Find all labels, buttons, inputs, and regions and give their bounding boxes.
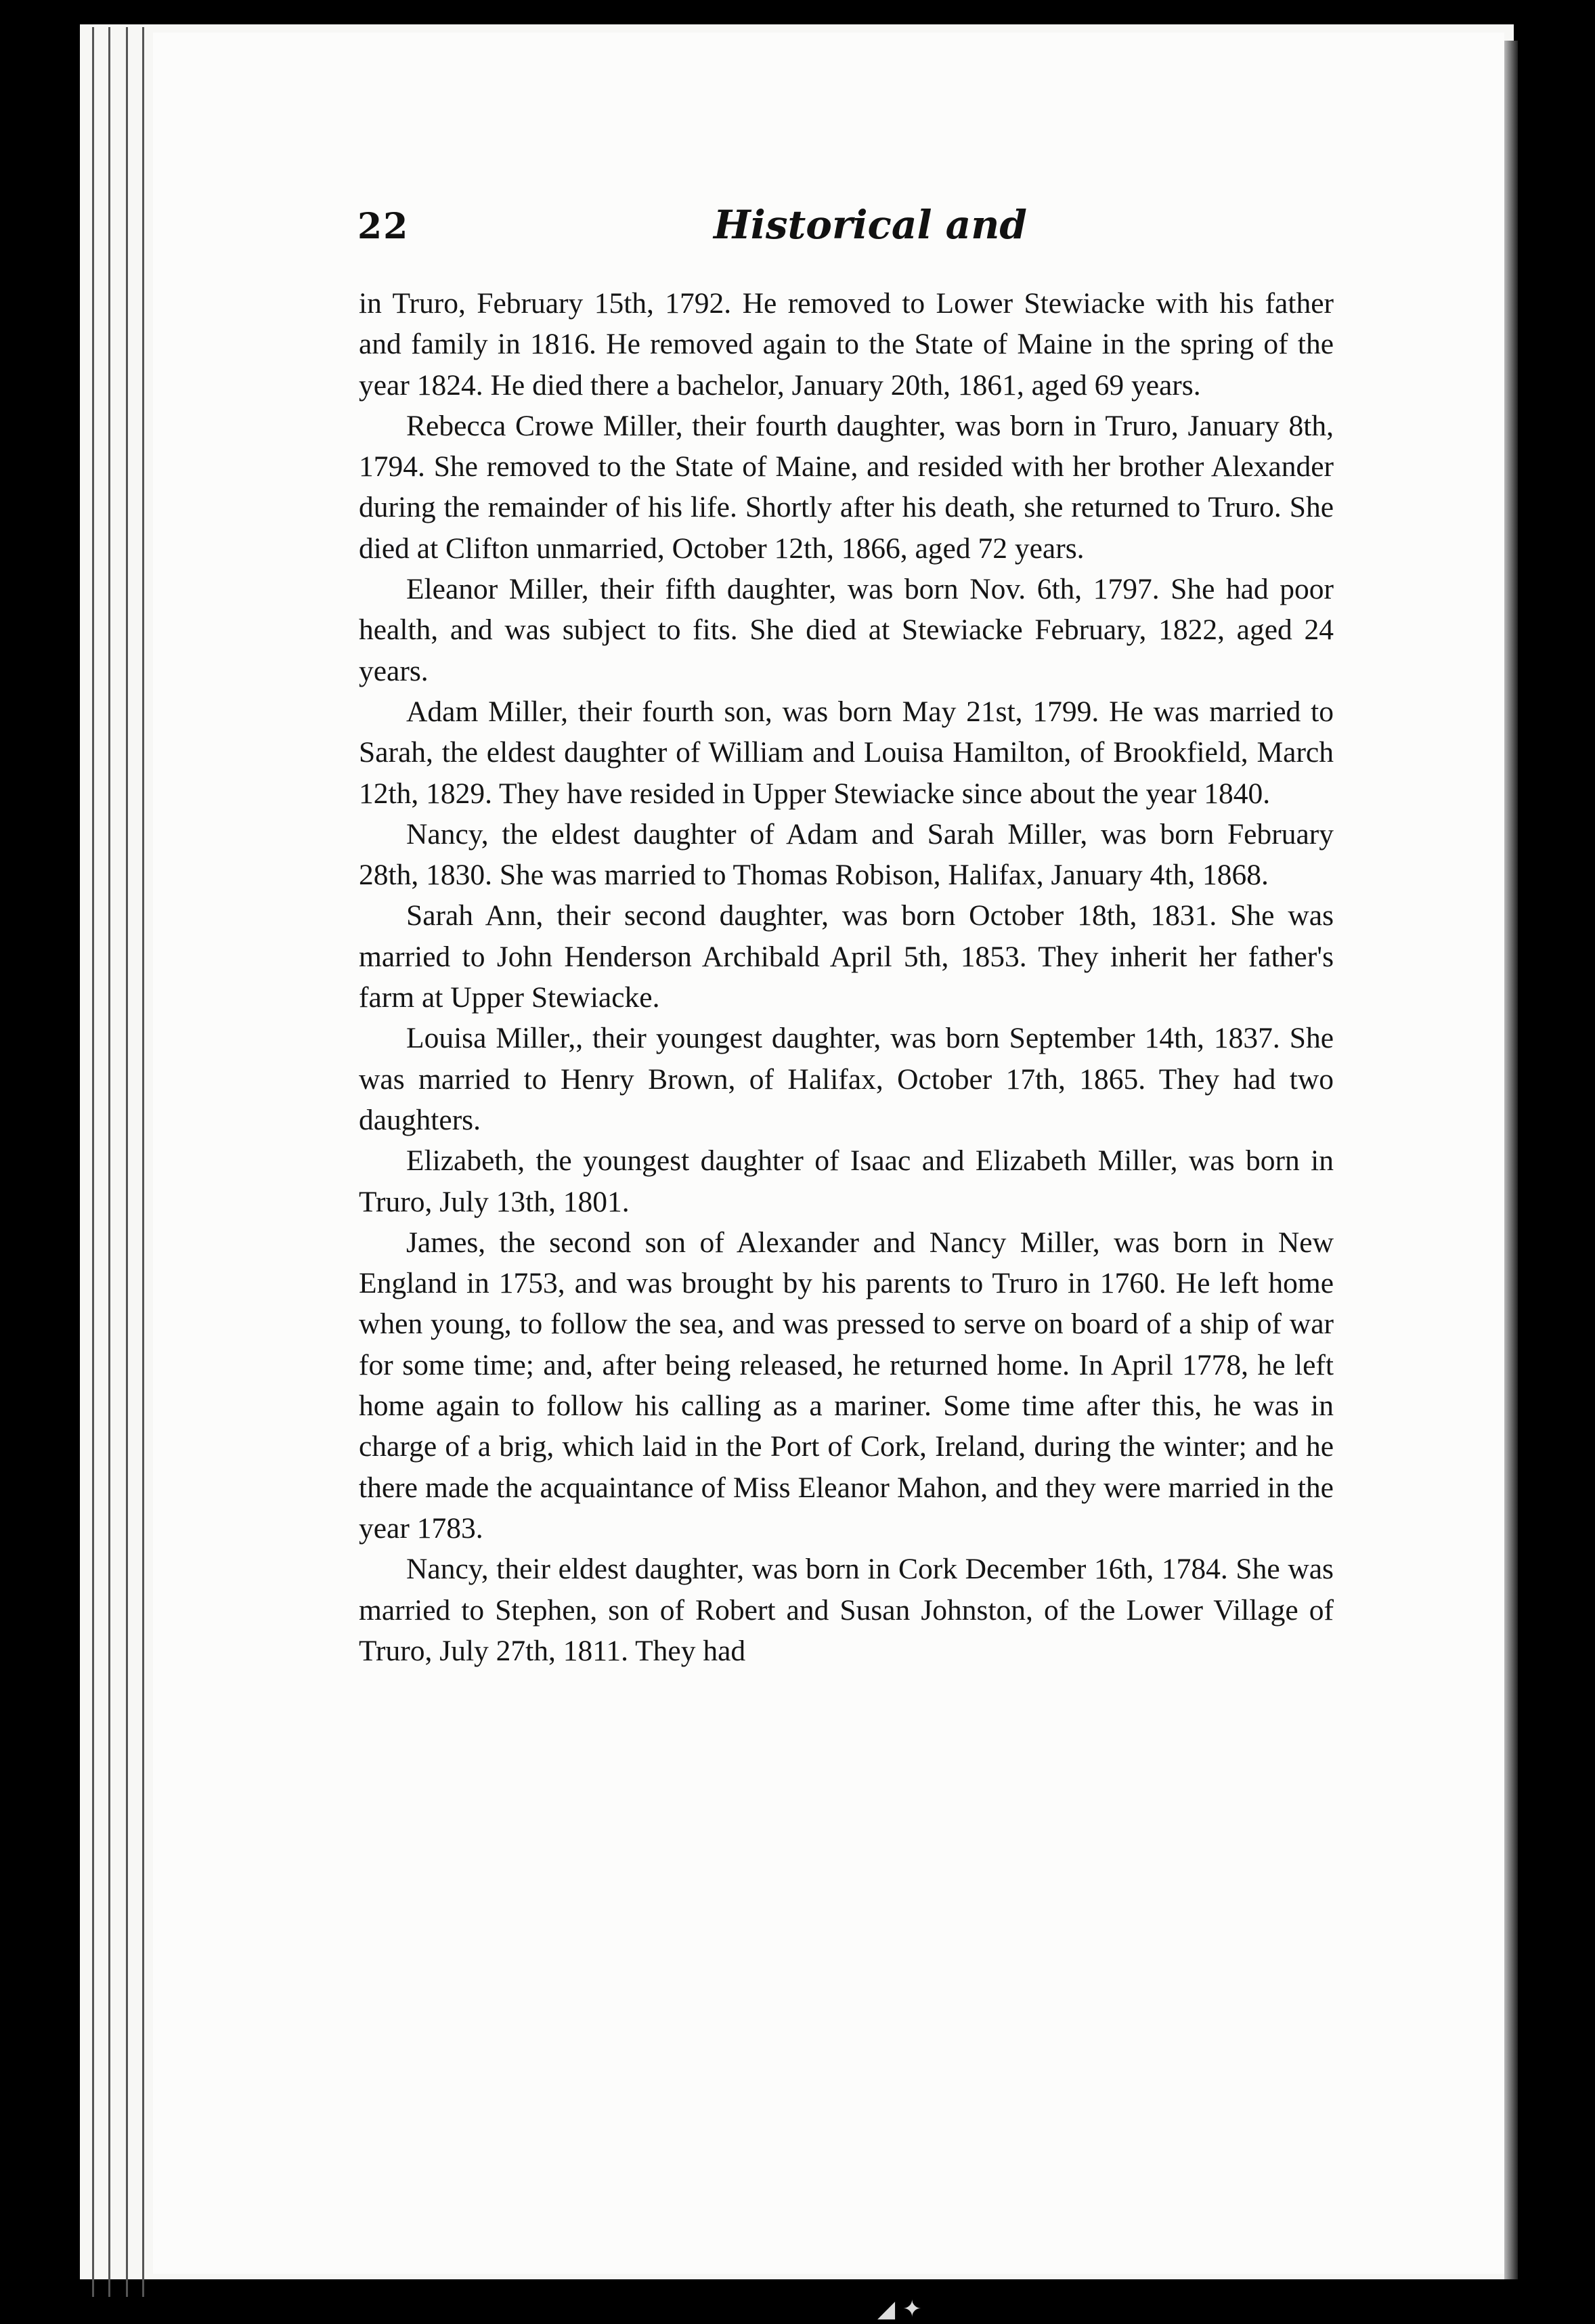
- paragraph: Louisa Miller,, their youngest daughter, was born September 14th, 1837. She was married to Henry Brown, of Halifax, October 17th, 1865. They had two daughters.: [359, 1022, 1334, 1136]
- page-edge: [142, 27, 144, 2297]
- page-edge: [108, 27, 110, 2297]
- page-edge: [126, 27, 128, 2297]
- page-header: [357, 202, 1414, 267]
- page-number: 22: [357, 206, 410, 247]
- paragraph: in Truro, February 15th, 1792. He removed to Lower Stewiacke with his father and family in 1816. He removed again to the State of Maine in the spring of the year 1824. He died there a bachelor, January 20th, 1861, aged 69 years.: [359, 287, 1334, 402]
- scan-artifact-icon: ◢ ✦: [877, 2296, 922, 2323]
- paragraph: Nancy, their eldest daughter, was born in Cork December 16th, 1784. She was married to Stephen, son of Robert and Susan Johnston, of the Lower Village of Truro, July 27th, 1811. They had: [359, 1553, 1334, 1667]
- paragraph: Adam Miller, their fourth son, was born May 21st, 1799. He was married to Sarah, the eldest daughter of William and Louisa Hamilton, of Brookfield, March 12th, 1829. They have resided in Upper Stewiacke since about the year 1840.: [359, 695, 1334, 810]
- paragraph: James, the second son of Alexander and Nancy Miller, was born in New England in 1753, and was brought by his parents to Truro in 1760. He left home when young, to follow the sea, and was pressed to serve on board of a ship of war for some time; and, after being released, he returned home. In April 1778, he left home again to follow his calling as a mariner. Some time after this, he was in charge of a brig, which laid in the Port of Cork, Ireland, during the winter; and he there made the acquaintance of Miss Eleanor Mahon, and they were married in the year 1783.: [359, 1226, 1334, 1545]
- page-shadow: [1504, 41, 1518, 2279]
- paragraph: Eleanor Miller, their fifth daughter, was born Nov. 6th, 1797. She had poor health, and was subject to fits. She died at Stewiacke February, 1822, aged 24 years.: [359, 573, 1334, 687]
- body-text: [359, 283, 1334, 1671]
- paragraph: Rebecca Crowe Miller, their fourth daughter, was born in Truro, January 8th, 1794. She removed to the State of Maine, and resided with her brother Alexander during the remainder of his life. Shortly after his death, she returned to Truro. She died at Clifton unmarried, October 12th, 1866, aged 72 years.: [359, 409, 1334, 565]
- paragraph: Elizabeth, the youngest daughter of Isaac and Elizabeth Miller, was born in Truro, July 13th, 1801.: [359, 1144, 1334, 1218]
- paragraph: Sarah Ann, their second daughter, was born October 18th, 1831. She was married to John Henderson Archibald April 5th, 1853. They inherit her father's farm at Upper Stewiacke.: [359, 899, 1334, 1014]
- paragraph: Nancy, the eldest daughter of Adam and Sarah Miller, was born February 28th, 1830. She was married to Thomas Robison, Halifax, January 4th, 1868.: [359, 817, 1334, 892]
- page-edge: [92, 27, 94, 2297]
- running-head: Historical and: [714, 202, 1027, 248]
